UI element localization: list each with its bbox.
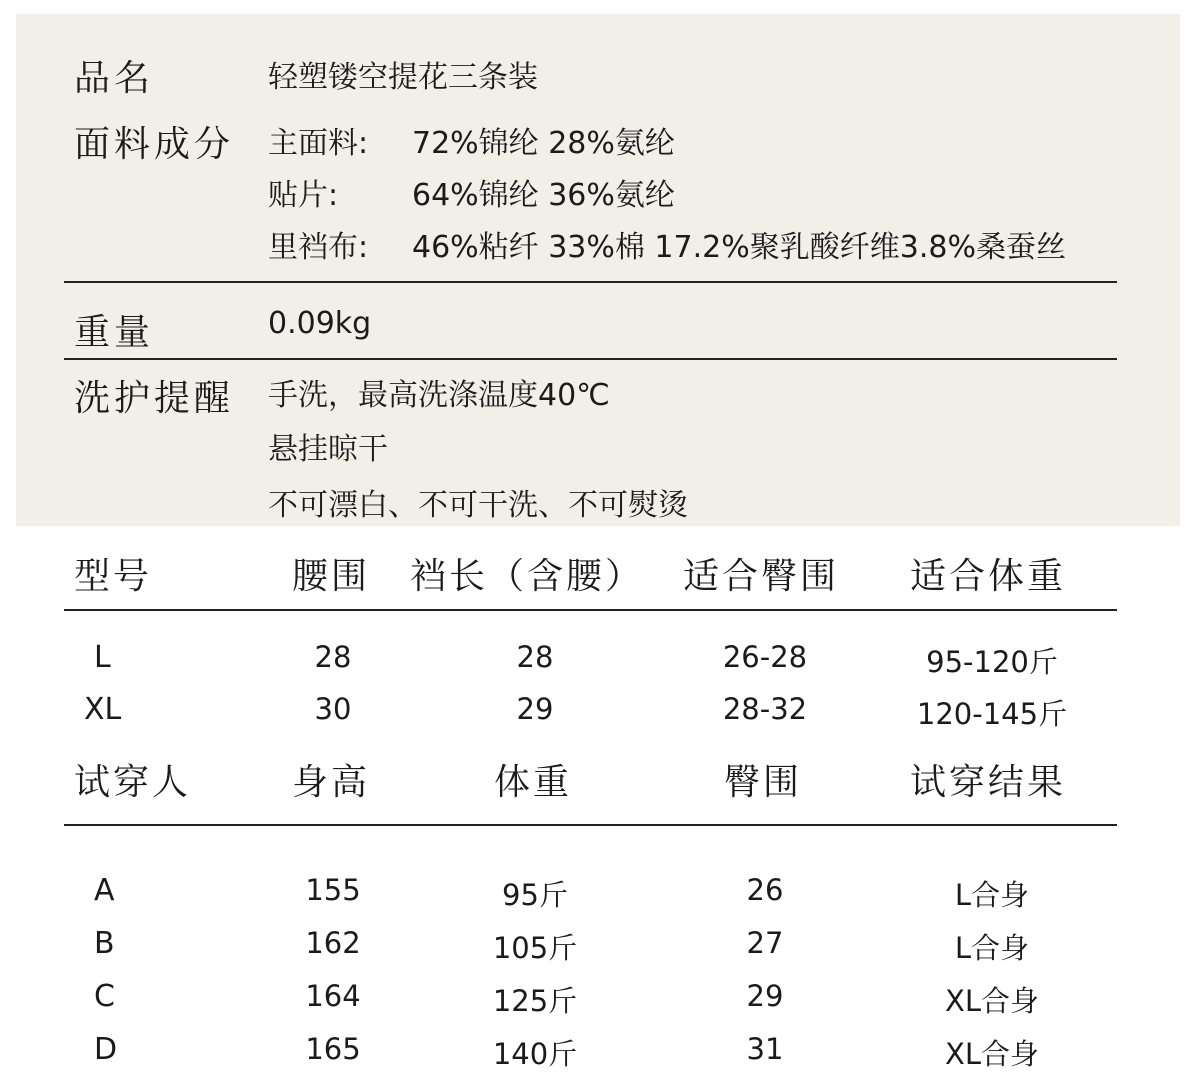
fit-header-hip: 臀围	[724, 762, 803, 803]
weight-label: 重量	[74, 312, 155, 353]
fit-cell: L合身	[954, 878, 1030, 912]
fabric-label: 面料成分	[74, 124, 235, 165]
size-cell: L	[94, 640, 111, 675]
fabric-part-main: 主面料:	[268, 126, 369, 161]
fit-cell: 27	[746, 926, 784, 960]
size-cell: 28	[314, 640, 352, 674]
size-header-weight: 适合体重	[910, 556, 1067, 597]
size-cell: 28-32	[722, 692, 808, 726]
size-header-rise: 裆长（含腰）	[410, 556, 645, 597]
product-name-value: 轻塑镂空提花三条装	[268, 60, 538, 95]
size-header-model: 型号	[74, 556, 153, 597]
size-header-waist: 腰围	[292, 556, 371, 597]
size-cell: 28	[516, 640, 554, 674]
care-line: 悬挂晾干	[268, 432, 388, 467]
size-cell: 29	[516, 692, 554, 726]
fit-header-person: 试穿人	[74, 762, 192, 803]
care-line: 不可漂白、不可干洗、不可熨烫	[268, 488, 688, 523]
care-line: 手洗，最高洗涤温度40℃	[268, 378, 610, 413]
product-info-panel	[16, 14, 1180, 526]
size-cell: 95-120斤	[926, 645, 1058, 679]
fit-cell: B	[94, 926, 115, 961]
size-header-hip: 适合臀围	[683, 556, 840, 597]
fit-cell: 164	[305, 979, 361, 1013]
fit-cell: 125斤	[492, 984, 578, 1018]
fit-header-weight: 体重	[494, 762, 573, 803]
fit-cell: C	[94, 979, 115, 1014]
fabric-content-patch: 64%锦纶 36%氨纶	[412, 178, 675, 213]
fabric-part-lining: 里裆布:	[268, 230, 369, 265]
fit-cell: 31	[746, 1032, 784, 1066]
fit-cell: XL合身	[944, 1037, 1040, 1071]
divider-line	[64, 281, 1117, 283]
fit-cell: XL合身	[944, 984, 1040, 1018]
fit-cell: A	[94, 873, 115, 908]
fit-cell: 26	[746, 873, 784, 907]
weight-value: 0.09kg	[268, 306, 372, 341]
fit-header-height: 身高	[292, 762, 371, 803]
fit-cell: 162	[305, 926, 361, 960]
fit-header-result: 试穿结果	[910, 762, 1067, 803]
fabric-part-patch: 贴片:	[268, 178, 339, 213]
care-label: 洗护提醒	[74, 378, 235, 419]
fit-cell: 165	[305, 1032, 361, 1066]
size-cell: XL	[84, 692, 122, 727]
divider-line	[64, 609, 1117, 611]
fabric-content-main: 72%锦纶 28%氨纶	[412, 126, 675, 161]
fit-cell: 95斤	[502, 878, 568, 912]
size-cell: 120-145斤	[916, 697, 1068, 731]
fit-cell: 105斤	[492, 931, 578, 965]
fabric-content-lining: 46%粘纤 33%棉 17.2%聚乳酸纤维3.8%桑蚕丝	[412, 230, 1066, 265]
product-name-label: 品名	[74, 58, 155, 99]
fit-cell: 29	[746, 979, 784, 1013]
fit-cell: D	[94, 1032, 118, 1067]
fit-cell: 140斤	[492, 1037, 578, 1071]
fit-cell: 155	[305, 873, 361, 907]
divider-line	[64, 358, 1117, 360]
size-cell: 30	[314, 692, 352, 726]
size-cell: 26-28	[722, 640, 808, 674]
fit-cell: L合身	[954, 931, 1030, 965]
divider-line	[64, 824, 1117, 826]
